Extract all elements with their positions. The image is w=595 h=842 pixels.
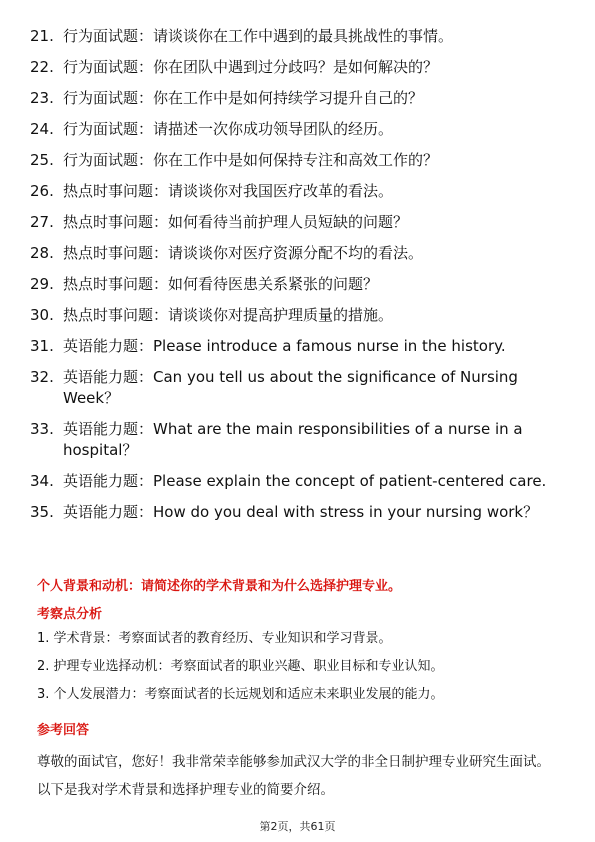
question-text: 行为面试题：你在工作中是如何保持专注和高效工作的？ bbox=[63, 151, 439, 169]
analysis-item: 2. 护理专业选择动机：考察面试者的职业兴趣、职业目标和专业认知。 bbox=[37, 659, 444, 674]
question-text: 英语能力题：Please explain the concept of patient-centered care. bbox=[63, 472, 547, 490]
question-number: 34. bbox=[30, 472, 54, 490]
question-number: 30. bbox=[30, 306, 54, 324]
question-text: 英语能力题：How do you deal with stress in your nursing work？ bbox=[63, 503, 539, 521]
question-number: 29. bbox=[30, 275, 54, 293]
question-number: 28. bbox=[30, 244, 54, 262]
question-item bbox=[30, 419, 560, 461]
question-item bbox=[30, 57, 560, 78]
question-item bbox=[30, 181, 560, 202]
question-item bbox=[30, 502, 560, 523]
analysis-item: 1. 学术背景：考察面试者的教育经历、专业知识和学习背景。 bbox=[37, 631, 392, 646]
question-number: 26. bbox=[30, 182, 54, 200]
page-footer: 第2页，共61页 bbox=[259, 820, 336, 833]
question-text: 热点时事问题：如何看待医患关系紧张的问题？ bbox=[63, 275, 379, 293]
question-text: 行为面试题：请描述一次你成功领导团队的经历。 bbox=[63, 120, 394, 138]
question-text: 热点时事问题：请谈谈你对我国医疗改革的看法。 bbox=[63, 182, 394, 200]
question-number: 33. bbox=[30, 420, 54, 438]
question-text: 英语能力题：What are the main responsibilities of a nurse in a hospital？ bbox=[63, 420, 523, 459]
question-number: 31. bbox=[30, 337, 54, 355]
question-item bbox=[30, 212, 560, 233]
question-number: 27. bbox=[30, 213, 54, 231]
question-text: 行为面试题：你在团队中遇到过分歧吗？是如何解决的？ bbox=[63, 58, 439, 76]
question-text: 热点时事问题：请谈谈你对医疗资源分配不均的看法。 bbox=[63, 244, 424, 262]
reference-heading: 参考回答 bbox=[37, 723, 90, 738]
question-item bbox=[30, 471, 560, 492]
question-item bbox=[30, 274, 560, 295]
question-text: 英语能力题：Please introduce a famous nurse in the history. bbox=[63, 337, 506, 355]
featured-question: 个人背景和动机：请简述你的学术背景和为什么选择护理专业。 bbox=[37, 579, 402, 594]
question-text: 行为面试题：你在工作中是如何持续学习提升自己的？ bbox=[63, 89, 424, 107]
question-number: 25. bbox=[30, 151, 54, 169]
question-number: 24. bbox=[30, 120, 54, 138]
question-item bbox=[30, 336, 560, 357]
question-text: 热点时事问题：请谈谈你对提高护理质量的措施。 bbox=[63, 306, 394, 324]
question-number: 22. bbox=[30, 58, 54, 76]
reference-answer: 尊敬的面试官，您好！我非常荣幸能够参加武汉大学的非全日制护理专业研究生面试。以下是我对学术背景和选择护理专业的简要介绍。 bbox=[37, 754, 550, 798]
analysis-heading: 考察点分析 bbox=[37, 607, 103, 622]
question-number: 21. bbox=[30, 27, 54, 45]
question-number: 35. bbox=[30, 503, 54, 521]
question-item bbox=[30, 367, 560, 409]
question-item bbox=[30, 243, 560, 264]
question-list bbox=[30, 26, 560, 533]
question-item bbox=[30, 150, 560, 171]
question-text: 英语能力题：Can you tell us about the significance of Nursing Week？ bbox=[63, 368, 518, 407]
question-text: 行为面试题：请谈谈你在工作中遇到的最具挑战性的事情。 bbox=[63, 27, 454, 45]
question-item bbox=[30, 26, 560, 47]
question-number: 23. bbox=[30, 89, 54, 107]
analysis-list bbox=[37, 630, 567, 714]
analysis-item: 3. 个人发展潜力：考察面试者的长远规划和适应未来职业发展的能力。 bbox=[37, 687, 444, 702]
question-item bbox=[30, 305, 560, 326]
question-text: 热点时事问题：如何看待当前护理人员短缺的问题？ bbox=[63, 213, 409, 231]
question-item bbox=[30, 119, 560, 140]
question-item bbox=[30, 88, 560, 109]
question-number: 32. bbox=[30, 368, 54, 386]
